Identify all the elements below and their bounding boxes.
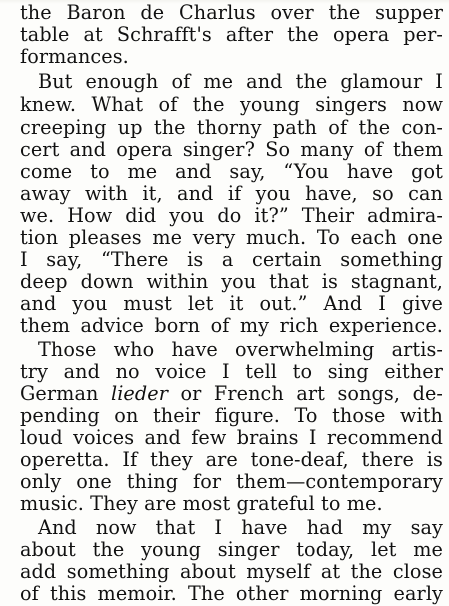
line-text: the Baron de Charlus over the supper [20, 1, 443, 24]
line-text: try and no voice I tell to sing either [20, 360, 443, 383]
line-text-after-italic: or French art songs, de- [168, 382, 443, 405]
line-text: away with it, and if you have, so can [20, 182, 443, 205]
line-text: But enough of me and the glamour I [38, 70, 443, 93]
line-text: creeping up the thorny path of the con- [20, 116, 443, 139]
line-text: operetta. If they are tone-deaf, there is [20, 448, 443, 471]
line-text: tion pleases me very much. To each one [20, 226, 443, 249]
line-text: knew. What of the young singers now [20, 93, 443, 116]
line-text: only one thing for them—contemporary [20, 470, 443, 493]
line-text: table at Schrafft's after the opera per- [20, 23, 443, 46]
line-text: add something about myself at the close [20, 560, 443, 583]
line-text: And now that I have had my say [38, 516, 443, 539]
line-text: I say, “There is a certain something [20, 248, 443, 271]
line-text: pending on their figure. To those with [20, 404, 443, 427]
line-text-before-italic: German [20, 382, 111, 405]
italic-word: lieder [110, 382, 168, 405]
text-line [0, 491, 449, 517]
line-text: music. They are most grateful to me. [20, 492, 383, 515]
line-text: Those who have overwhelming artis- [38, 338, 443, 361]
line-text: about the young singer today, let me [20, 538, 443, 561]
line-text: them advice born of my rich experience. [20, 314, 443, 337]
text-line [0, 313, 449, 339]
line-text: of this memoir. The other morning early [20, 582, 443, 605]
line-text: cert and opera singer? So many of them [20, 138, 443, 161]
line-text: formances. [20, 45, 129, 68]
line-text: deep down within you that is stagnant, [20, 270, 443, 293]
text-line [0, 44, 449, 70]
line-text: we. How did you do it?” Their admira- [20, 204, 443, 227]
line-text: come to me and say, “You have got [20, 160, 443, 183]
text-line [0, 581, 449, 606]
line-text: and you must let it out.” And I give [20, 292, 443, 315]
line-text: loud voices and few brains I recommend [20, 426, 443, 449]
